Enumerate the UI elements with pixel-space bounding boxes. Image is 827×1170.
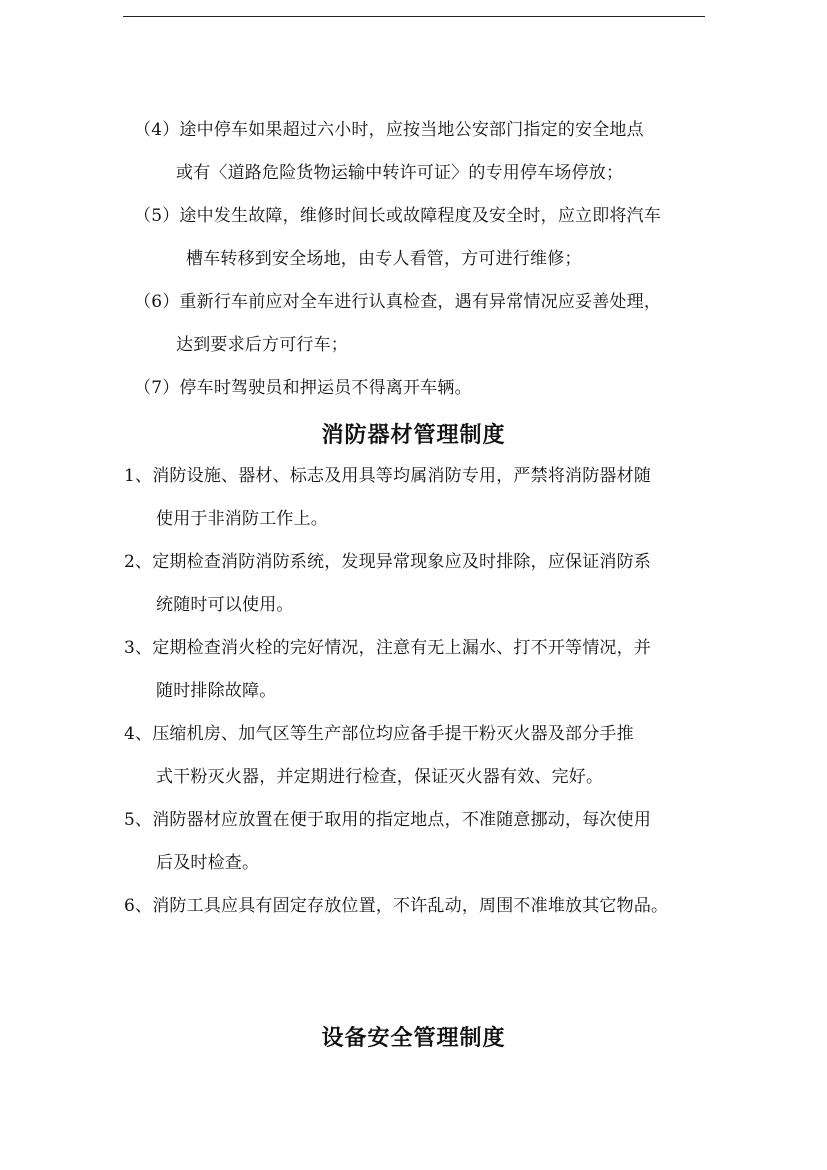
list-item-line: 统随时可以使用。 <box>156 595 294 615</box>
paragraph-line: （6）重新行车前应对全车进行认真检查，遇有异常情况应妥善处理， <box>134 292 662 312</box>
list-item-line: 5、消防器材应放置在便于取用的指定地点，不准随意挪动，每次使用 <box>124 810 652 830</box>
list-item-line: 1、消防设施、器材、标志及用具等均属消防专用，严禁将消防器材随 <box>124 466 652 486</box>
list-item-line: 使用于非消防工作上。 <box>156 509 328 529</box>
list-item-line: 6、消防工具应具有固定存放位置，不许乱动，周围不准堆放其它物品。 <box>124 896 669 916</box>
section-title-equipment-safety: 设备安全管理制度 <box>321 1026 506 1051</box>
header-rule <box>123 16 705 17</box>
paragraph-line: （7）停车时驾驶员和押运员不得离开车辆。 <box>134 378 472 398</box>
section-title-fire-equipment: 消防器材管理制度 <box>321 423 506 448</box>
list-item-line: 式干粉灭火器，并定期进行检查，保证灭火器有效、完好。 <box>156 767 604 787</box>
list-item-line: 随时排除故障。 <box>156 681 277 701</box>
list-item-line: 3、定期检查消火栓的完好情况，注意有无上漏水、打不开等情况，并 <box>124 638 652 658</box>
paragraph-line: 或有〈道路危险货物运输中转许可证〉的专用停车场停放； <box>176 163 624 183</box>
list-item-line: 2、定期检查消防消防系统，发现异常现象应及时排除，应保证消防系 <box>124 552 652 572</box>
paragraph-line: （5）途中发生故障，维修时间长或故障程度及安全时，应立即将汽车 <box>134 206 662 226</box>
list-item-line: 4、压缩机房、加气区等生产部位均应备手提干粉灭火器及部分手推 <box>124 724 634 744</box>
paragraph-line: 槽车转移到安全场地，由专人看管，方可进行维修； <box>186 249 582 269</box>
list-item-line: 后及时检查。 <box>156 853 260 873</box>
paragraph-line: 达到要求后方可行车； <box>176 335 348 355</box>
paragraph-line: （4）途中停车如果超过六小时，应按当地公安部门指定的安全地点 <box>134 120 644 140</box>
